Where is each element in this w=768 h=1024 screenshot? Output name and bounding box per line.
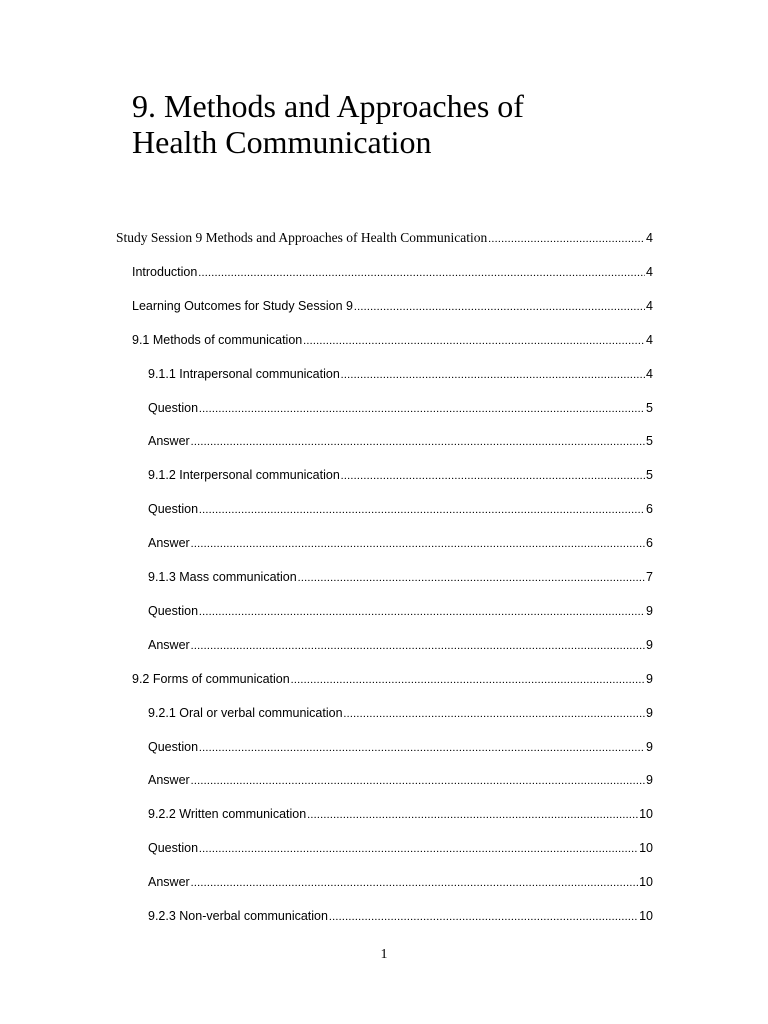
toc-entry-label: 9.2.2 Written communication [148,807,307,822]
toc-dot-leader [191,772,645,790]
toc-entry-page-number: 9 [646,773,653,788]
toc-entry-page-number: 4 [646,332,653,347]
toc-dot-leader [191,874,638,892]
toc-entry[interactable] [148,466,653,485]
toc-entry-label: Answer [148,773,190,788]
toc-entry[interactable] [116,229,653,248]
toc-dot-leader [191,433,645,451]
toc-dot-leader [303,332,645,350]
toc-entry-label: 9.1.1 Intrapersonal communication [148,366,340,381]
toc-dot-leader [198,264,645,282]
toc-entry-label: Question [148,400,199,415]
toc-entry-page-number: 4 [646,231,653,245]
toc-dot-leader [341,366,645,384]
toc-entry-label: Study Session 9 Methods and Approaches of Health Communication [116,230,488,245]
toc-entry-page-number: 5 [646,434,653,449]
toc-entry-label: 9.2.3 Non-verbal communication [148,909,328,923]
toc-entry-label: Learning Outcomes for Study Session 9 [132,298,353,313]
toc-dot-leader [191,535,645,553]
toc-entry-page-number: 4 [646,366,653,381]
toc-dot-leader [191,637,645,655]
toc-dot-leader [354,298,645,316]
toc-entry[interactable] [148,873,653,892]
toc-entry-label: 9.1.3 Mass communication [148,570,297,584]
toc-entry-page-number: 9 [646,603,653,618]
toc-entry-page-number: 6 [646,502,653,517]
toc-entry-page-number: 9 [646,637,653,652]
toc-entry-label: Question [148,502,199,517]
toc-entry-page-number: 4 [646,264,653,279]
toc-dot-leader [298,569,645,587]
toc-dot-leader [199,501,645,519]
toc-entry-label: Question [148,603,199,618]
toc-dot-leader [199,603,645,621]
toc-entry-page-number: 10 [639,841,653,856]
toc-entry-label: Question [148,739,199,754]
toc-entry[interactable] [148,602,653,621]
toc-dot-leader [199,400,645,418]
toc-entry-label: 9.1 Methods of communication [132,332,303,347]
toc-entry[interactable] [148,738,653,757]
toc-entry-label: 9.1.2 Interpersonal communication [148,468,340,483]
toc-entry[interactable] [148,399,653,418]
toc-dot-leader [199,840,638,858]
toc-entry[interactable] [132,297,653,316]
page-title [132,88,692,160]
title-line-1: 9. Methods and Approaches of [132,88,524,124]
title-line-2: Health Communication [132,124,432,160]
toc-entry-page-number: 10 [639,909,653,923]
toc-entry[interactable] [148,839,653,858]
toc-entry[interactable] [148,805,653,824]
toc-entry-label: Answer [148,637,190,652]
toc-entry[interactable] [148,636,653,655]
toc-entry-label: Question [148,841,199,856]
toc-dot-leader [488,230,645,248]
toc-dot-leader [307,806,638,824]
toc-entry[interactable] [132,331,653,350]
toc-entry[interactable] [148,771,653,790]
toc-entry[interactable] [148,365,653,384]
toc-entry[interactable] [148,704,653,723]
toc-entry-page-number: 9 [646,671,653,686]
toc-entry-page-number: 9 [646,705,653,720]
toc-dot-leader [341,467,645,485]
toc-entry-label: Answer [148,875,190,890]
toc-entry-label: Introduction [132,264,198,279]
toc-entry-label: 9.2 Forms of communication [132,671,290,686]
toc-entry-page-number: 9 [646,739,653,754]
toc-entry-page-number: 6 [646,536,653,551]
toc-dot-leader [291,671,645,689]
toc-entry-page-number: 10 [639,875,653,890]
toc-entry-label: Answer [148,536,190,551]
toc-entry[interactable] [132,263,653,282]
toc-entry[interactable] [148,432,653,451]
toc-entry[interactable] [132,670,653,689]
toc-entry-page-number: 7 [646,570,653,584]
toc-entry-label: Answer [148,434,190,449]
toc-dot-leader [199,739,645,757]
toc-entry[interactable] [148,534,653,553]
toc-dot-leader [344,705,646,723]
toc-entry[interactable] [148,568,653,587]
toc-dot-leader [329,908,638,926]
page-number: 1 [380,947,388,962]
toc-entry-page-number: 5 [646,468,653,483]
toc-entry-page-number: 4 [646,298,653,313]
toc-entry[interactable] [148,907,653,926]
toc-entry-page-number: 10 [639,807,653,822]
toc-entry-label: 9.2.1 Oral or verbal communication [148,705,343,720]
toc-entry-page-number: 5 [646,400,653,415]
toc-entry[interactable] [148,500,653,519]
